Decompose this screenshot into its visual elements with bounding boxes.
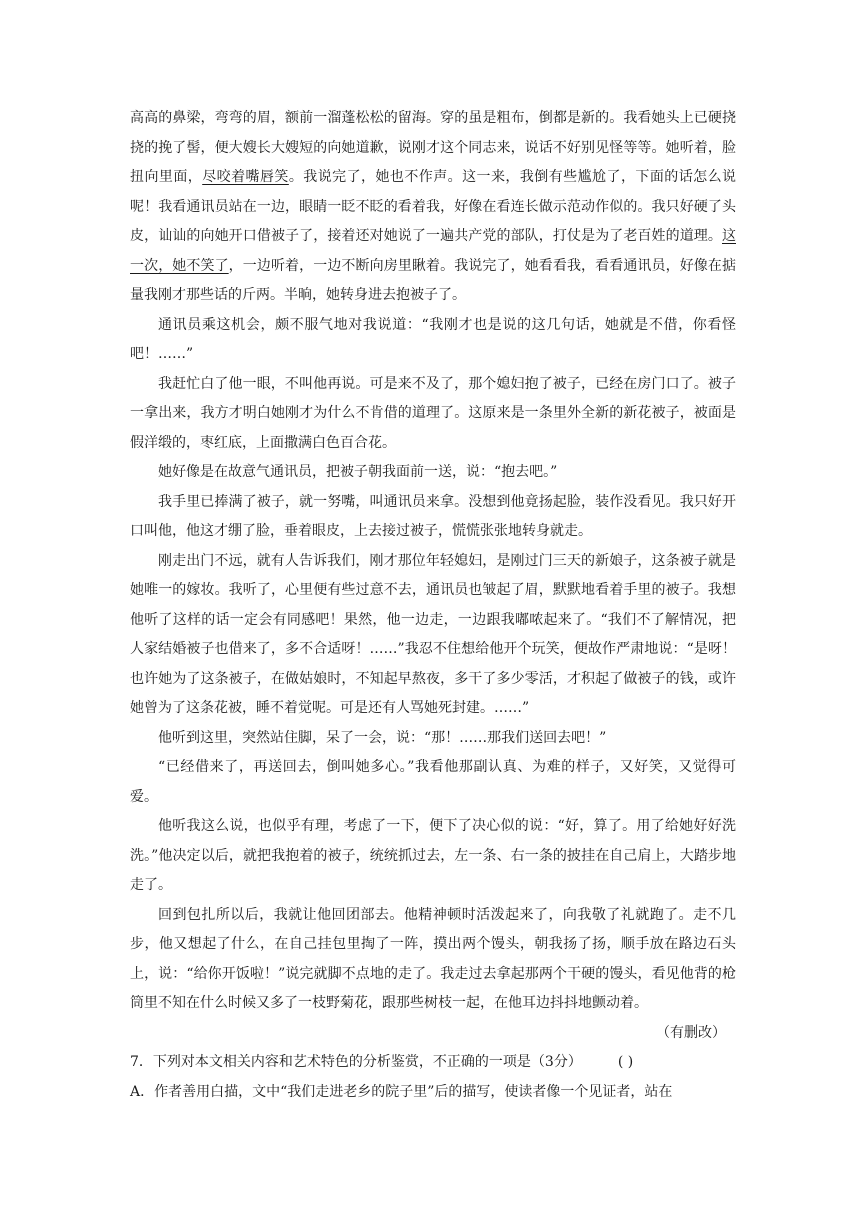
underlined-phrase-1: 尽咬着嘴唇笑 [202,169,289,185]
underlined-phrase-2: 这一次，她不笑了 [130,228,736,274]
question-7-option-a: A．作者善用白描，文中“我们走进老乡的院子里”后的描写，使读者像一个见证者，站在 [130,1083,673,1100]
answer-blank: ( ) [617,1054,634,1070]
paragraph-6: 刚走出门不远，就有人告诉我们，刚才那位年轻媳妇，是刚过门三天的新娘子，这条被子就是她唯一的嫁妆。我听了，心里便有些过意不去，通讯员也皱起了眉，默默地看着手里的被子。我想他听了这样的话一定会有同感吧！果然，他一边走，一边跟我嘟哝起来了。“我们不了解情况，把人家结婚被子也借来了，多不合适呀！……”我忍不住想给他开个玩笑，便故作严肃地说：“是呀！也许她为了这条被子，在做姑娘时，不知起早熬夜，多干了多少零活，才积起了做被子的钱，或许她曾为了这条花被，睡不着觉呢。可是还有人骂她死封建。……” [130,552,736,716]
paragraph-7: 他听到这里，突然站住脚，呆了一会，说：“那！……那我们送回去吧！” [158,729,607,746]
paragraph-1-text-b: 。我说完了，她也不作声。这一来，我倒有些尴尬了，下面的话怎么说呢！我看通讯员站在一边，眼睛一眨不眨的看着我，好像在看连长做示范动作似的。我只好硬了头皮，讪讪的向她开口借被子了，接着还对她说了一遍共产党的部队，打仗是为了老百姓的道理。 [130,169,737,244]
paragraph-10: 回到包扎所以后，我就让他回团部去。他精神顿时活泼起来了，向我敬了礼就跑了。走不几步，他又想起了什么，在自己挂包里掏了一阵，摸出两个馒头，朝我扬了扬，顺手放在路边石头上，说：“给你开饭啦！”说完就脚不点地的走了。我走过去拿起那两个干硬的馒头，看见他背的枪筒里不知在什么时候又多了一枝野菊花，跟那些树枝一起，在他耳边抖抖地颤动着。 [130,906,736,1011]
paragraph-2: 通讯员乘这机会，颇不服气地对我说道：“我刚才也是说的这几句话，她就是不借，你看怪吧！……” [130,316,736,362]
paragraph-1-text-a: 高高的鼻梁，弯弯的眉，额前一溜蓬松松的留海。穿的虽是粗布，倒都是新的。我看她头上已硬挠挠的挽了髻，便大嫂长大嫂短的向她道歉，说刚才这个同志来，说话不好别见怪等等。她听着，脸扭向里面， [130,110,736,185]
paragraph-5: 我手里已捧满了被子，就一努嘴，叫通讯员来拿。没想到他竟扬起脸，装作没看见。我只好开口叫他，他这才绷了脸，垂着眼皮，上去接过被子，慌慌张张地转身就走。 [130,493,736,539]
reading-passage [130,104,736,1107]
paragraph-4: 她好像是在故意气通讯员，把被子朝我面前一送，说：“抱去吧。” [158,464,558,480]
paragraph-3: 我赶忙白了他一眼，不叫他再说。可是来不及了，那个媳妇抱了被子，已经在房门口了。被子一拿出来，我方才明白她刚才为什么不肯借的道理了。这原来是一条里外全新的新花被子，被面是假洋缎的，枣红底，上面撒满白色百合花。 [130,375,736,451]
paragraph-8: “已经借来了，再送回去，倒叫她多心。”我看他那副认真、为难的样子，又好笑，又觉得可爱。 [130,759,736,805]
question-7-text: 7．下列对本文相关内容和艺术特色的分析鉴赏，不正确的一项是（3分） [130,1054,582,1070]
paragraph-1-text-c: ，一边听着，一边不断向房里瞅着。我说完了，她看看我，看看通讯员，好像在掂量我刚才那些话的斤两。半晌，她转身进去抱被子了。 [130,257,737,303]
paragraph-9: 他听我这么说，也似乎有理，考虑了一下，便下了决心似的说：“好，算了。用了给她好好洗洗。”他决定以后，就把我抱着的被子，统统抓过去，左一条、右一条的披挂在自己肩上，大踏步地走了。 [130,818,736,893]
question-7-stem [130,1048,736,1078]
paragraph-1 [130,104,736,311]
source-note: （有删改） [656,1024,726,1041]
